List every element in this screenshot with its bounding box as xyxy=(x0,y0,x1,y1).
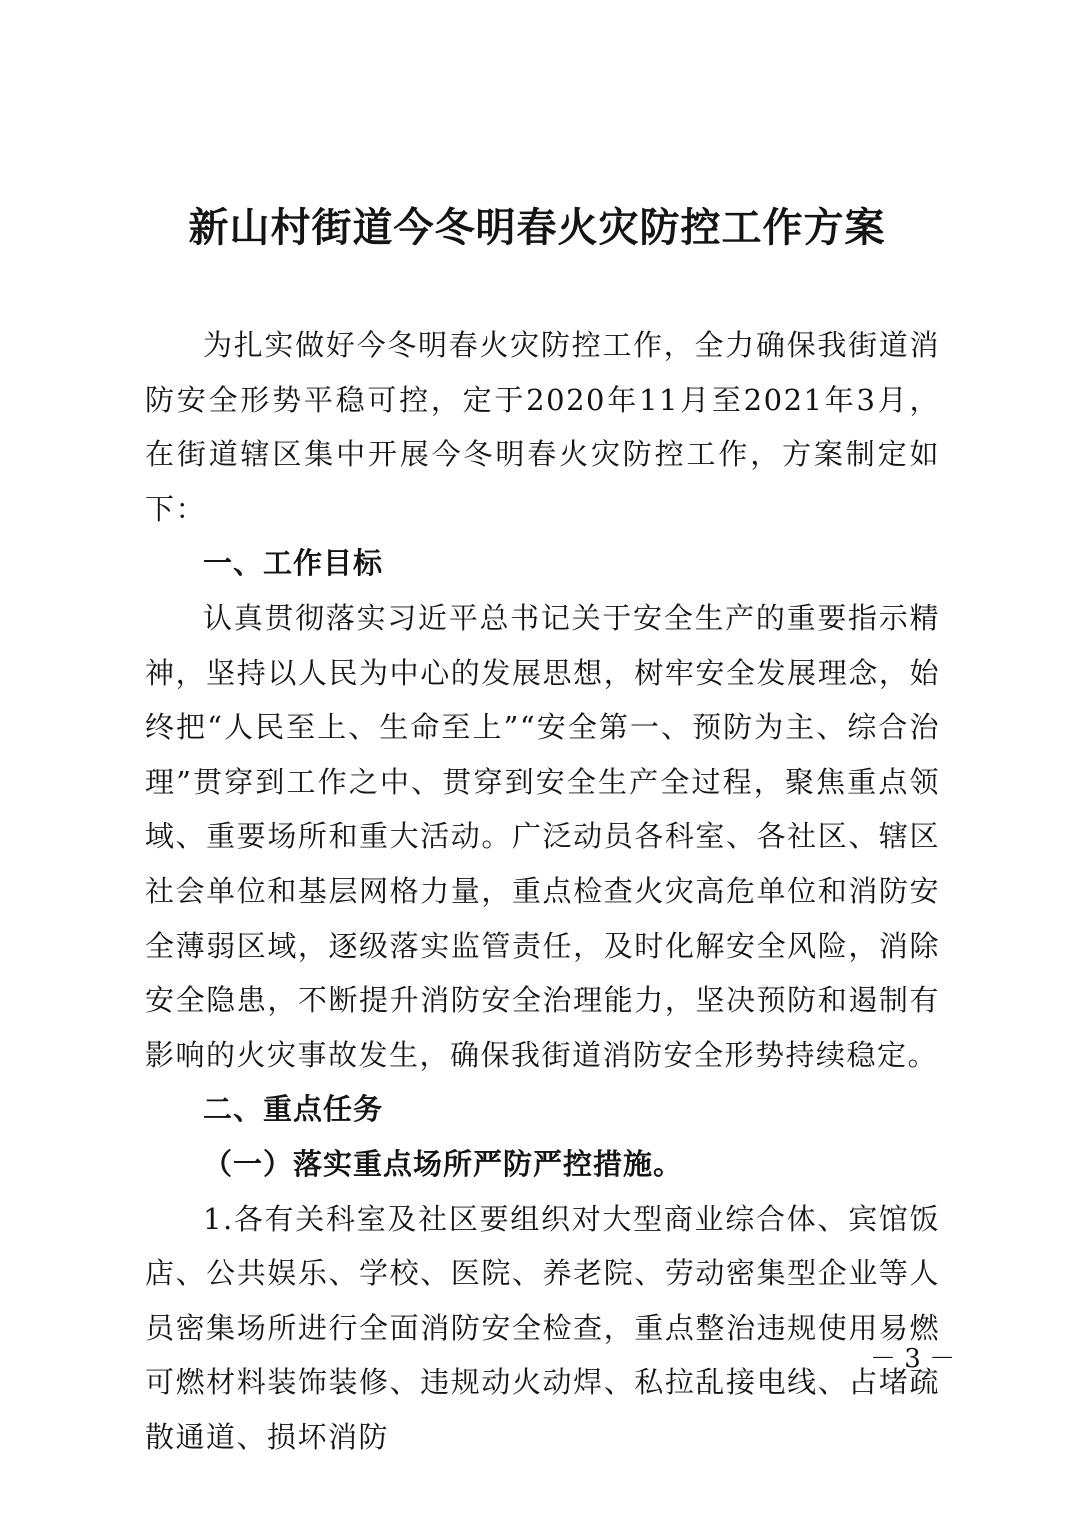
intro-paragraph: 为扎实做好今冬明春火灾防控工作，全力确保我街道消防安全形势平稳可控，定于2020年11月至2021年3月，在街道辖区集中开展今冬明春火灾防控工作，方案制定如下： xyxy=(145,328,940,526)
document-title: 新山村街道今冬明春火灾防控工作方案 xyxy=(188,204,886,251)
section-heading-goals: 一、工作目标 xyxy=(203,546,384,581)
section-heading-tasks: 二、重点任务 xyxy=(203,1092,384,1127)
subsection-heading-key-sites: （一）落实重点场所严防严控措施。 xyxy=(203,1146,684,1181)
goals-paragraph: 认真贯彻落实习近平总书记关于安全生产的重要指示精神，坚持以人民为中心的发展思想，树牢安全发展理念，始终把“人民至上、生命至上”“安全第一、预防为主、综合治理”贯穿到工作之中、贯穿到安全生产全过程，聚焦重点领域、重要场所和重大活动。广泛动员各科室、各社区、辖区社会单位和基层网格力量，重点检查火灾高危单位和消防安全薄弱区域，逐级落实监管责任，及时化解安全风险，消除安全隐患，不断提升消防安全治理能力，坚决预防和遏制有影响的火灾事故发生，确保我街道消防安全形势持续稳定。 xyxy=(145,600,940,1072)
document-body xyxy=(145,318,940,1464)
page-number: － 3 － xyxy=(870,1344,956,1374)
task-item-1: 1.各有关科室及社区要组织对大型商业综合体、宾馆饭店、公共娱乐、学校、医院、养老院、劳动密集型企业等人员密集场所进行全面消防安全检查，重点整治违规使用易燃可燃材料装饰装修、违规动火动焊、私拉乱接电线、占堵疏散通道、损坏消防 xyxy=(145,1201,940,1454)
